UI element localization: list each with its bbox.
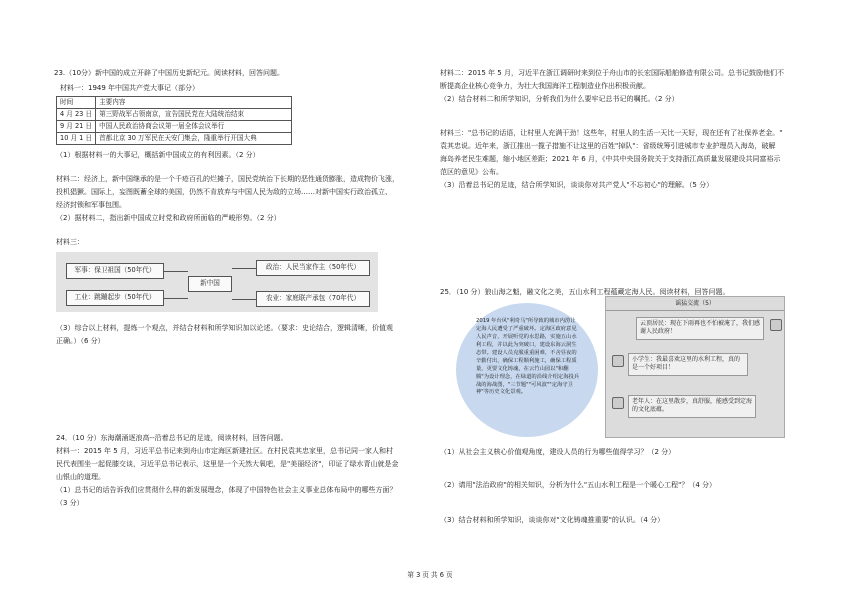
connector-line (232, 299, 256, 300)
events-table (56, 96, 292, 145)
chat-title: 谣猛交流（5） (606, 297, 784, 311)
chat-screenshot (605, 296, 785, 438)
q25-title: 25．（10 分）狼山海之魁，融文化之美，五山水利工程蕴藏定海人民。阅读材料，回答问题。 (440, 288, 730, 296)
table-row (57, 133, 292, 145)
q23-material2-line: 经济封锁和军事包围。 (56, 201, 126, 209)
q25-question-3: （3）结合材料和所学知识，谈谈你对"文化铸魂推重要"的认识。（4 分） (440, 516, 665, 524)
table-row (57, 109, 292, 121)
chat-message: 老年人：在这里散步，真舒服，能感受到定海的文化底蕴。 (628, 395, 756, 418)
q23-title: 23.（10分）新中国的成立开辟了中国历史新纪元。阅读材料，回答问题。 (54, 69, 285, 77)
diagram-center-box: 新中国 (188, 276, 232, 292)
avatar (612, 397, 624, 409)
q25-question-2: （2）请用"法治政府"的相关知识，分析为什么"五山水利工程是一个暖心工程"？（4 分） (440, 481, 717, 489)
q24-question-2: （2）结合材料二和所学知识，分析我们为什么要牢记总书记的嘱托。（2 分） (440, 95, 679, 103)
q23-material2-line: 投机猖獗。国际上，妄图既蓄全球的美国，仍然不肯放弃与中国人民为敌的立场……对新中国实行政治孤立、 (56, 188, 392, 196)
q23-question-3: 正确。）（6 分） (56, 337, 105, 345)
oval-text: 2019 年台风"利奇马"所导致的城市内涝让定海人民遭受了严重破坏。定海区政府意见人民声音，开展听党的水思路，实施五山水利工程，并以此为突破口，建设东海云洞生态带。建设人员克服重重困难，不舍昼夜的辛勤付出，确保工程顺利施工，确保工程质量，更要文化铸魂，在云竹山园以"和翻腾"为设计理念，在绿道的沿线介绍定海投兵战的海战图，"三节题""可风波""定海守卫神"等历史文化景观。 (476, 318, 580, 396)
table-header-row (57, 97, 292, 109)
avatar (770, 319, 782, 331)
q24-material3-line: 袁其忠说。近年来，浙江推出一揽子措施不让这里的百姓"掉队"：省级统筹引进城市专业护理员入海岛，破解 (440, 142, 776, 150)
q24-material3-line: 范区的意见》公布。 (440, 168, 503, 176)
material3-diagram (56, 252, 378, 312)
q23-question-1: （1）根据材料一的大事记，概括新中国成立的有利因素。（2 分） (56, 151, 260, 159)
q24-material1-line: 材料一：2015 年 5 月，习近平总书记来到舟山市定海区新建社区。在村民袁其忠家里，总书记同一家人和村 (56, 447, 393, 455)
connector-line (232, 268, 256, 269)
table-cell: 9 月 21 日 (57, 121, 96, 133)
q24-material2-line: 断提高企业核心竞争力，为壮大我国海洋工程制造业作出积极贡献。 (440, 82, 650, 90)
table-cell: 首都北京 30 万军民在天安门集会，隆重举行开国大典 (96, 133, 292, 145)
connector-line (164, 271, 188, 272)
q23-material2-line: 材料二：经济上，新中国继承的是一个千疮百孔的烂摊子，国民党统治下长期的恶性通货膨胀，造成物价飞涨， (56, 175, 399, 183)
q24-material2-line: 材料二：2015 年 5 月，习近平在浙江调研时来到位于舟山市的长宏国际船舶修造有限公司。总书记鼓励他们不 (440, 69, 784, 77)
table-cell: 第三野战军占领南京，宣告国民党在大陆统治结束 (96, 109, 292, 121)
table-cell: 4 月 23 日 (57, 109, 96, 121)
q24-question-1: （1）总书记的话告诉我们应贯彻什么样的新发展理念，体现了中国特色社会主义事业总体布局中的哪些方面？ (56, 486, 397, 494)
q23-question-3: （3）综合以上材料，提炼一个观点，并结合材料和所学知识加以论述。（要求：史论结合，逻辑清晰，价值观 (56, 324, 393, 332)
q23-material3-title: 材料三： (56, 238, 84, 246)
diagram-industry-box: 工业：跳蹦起步（50年代） (66, 290, 164, 306)
diagram-politics-box: 政治：人民当家作主（50年代） (256, 260, 370, 276)
table-header-cell: 时间 (57, 97, 96, 109)
diagram-military-box: 军事：保卫祖国（50年代） (66, 263, 164, 279)
q23-material1-title: 材料一：1949 年中国共产党大事记（部分） (60, 84, 200, 92)
connector-line (164, 298, 188, 299)
q24-material3-line: 材料三："总书记的话语，让村里人充满干劲！这些年，村里人的生活一天比一天好，现在还有了社保养老金。" (440, 129, 783, 137)
q24-title: 24．（10 分）东海潮涌逐浪高--沿着总书记的足迹，阅读材料，回答问题。 (56, 434, 288, 442)
table-header-cell: 主要内容 (96, 97, 292, 109)
chat-message: 小学生：我最喜欢这里的水利工程，真的是一个好项目！ (628, 353, 748, 376)
q23-question-2: （2）据材料二，指出新中国成立时党和政府所面临的严峻形势。（2 分） (56, 214, 281, 222)
avatar (612, 355, 624, 367)
q24-material1-line: 民代表围坐一起促膝交谈，习近平总书记表示，这里是一个天然大氧吧，是"美丽经济"，印证了绿水青山就是金 (56, 460, 399, 468)
q24-material1-line: 山银山的道理。 (56, 473, 105, 481)
q24-question-3: （3）沿着总书记的足迹，结合所学知识，谈谈你对共产党人"不忘初心"的理解。（5 分） (440, 181, 714, 189)
page-number: 第 3 页 共 6 页 (407, 571, 453, 579)
q24-question-1: （3 分） (56, 499, 84, 507)
chat-message: 云顶居民：现在下雨再也不怕被淹了，我们感谢人民政府！ (636, 317, 764, 340)
table-cell: 10 月 1 日 (57, 133, 96, 145)
table-row (57, 121, 292, 133)
table-cell: 中国人民政治协商会议第一届全体会议举行 (96, 121, 292, 133)
q24-material3-line: 海岛养老民生难题，缩小地区差距；2021 年 6 月，《中共中央国务院关于支持浙江高质量发展建设共同富裕示 (440, 155, 781, 163)
diagram-agriculture-box: 农业：家庭联产承包（70年代） (256, 291, 370, 307)
q25-question-1: （1）从社会主义核心价值观角度，建设人员的行为哪些值得学习？（2 分） (440, 448, 676, 456)
